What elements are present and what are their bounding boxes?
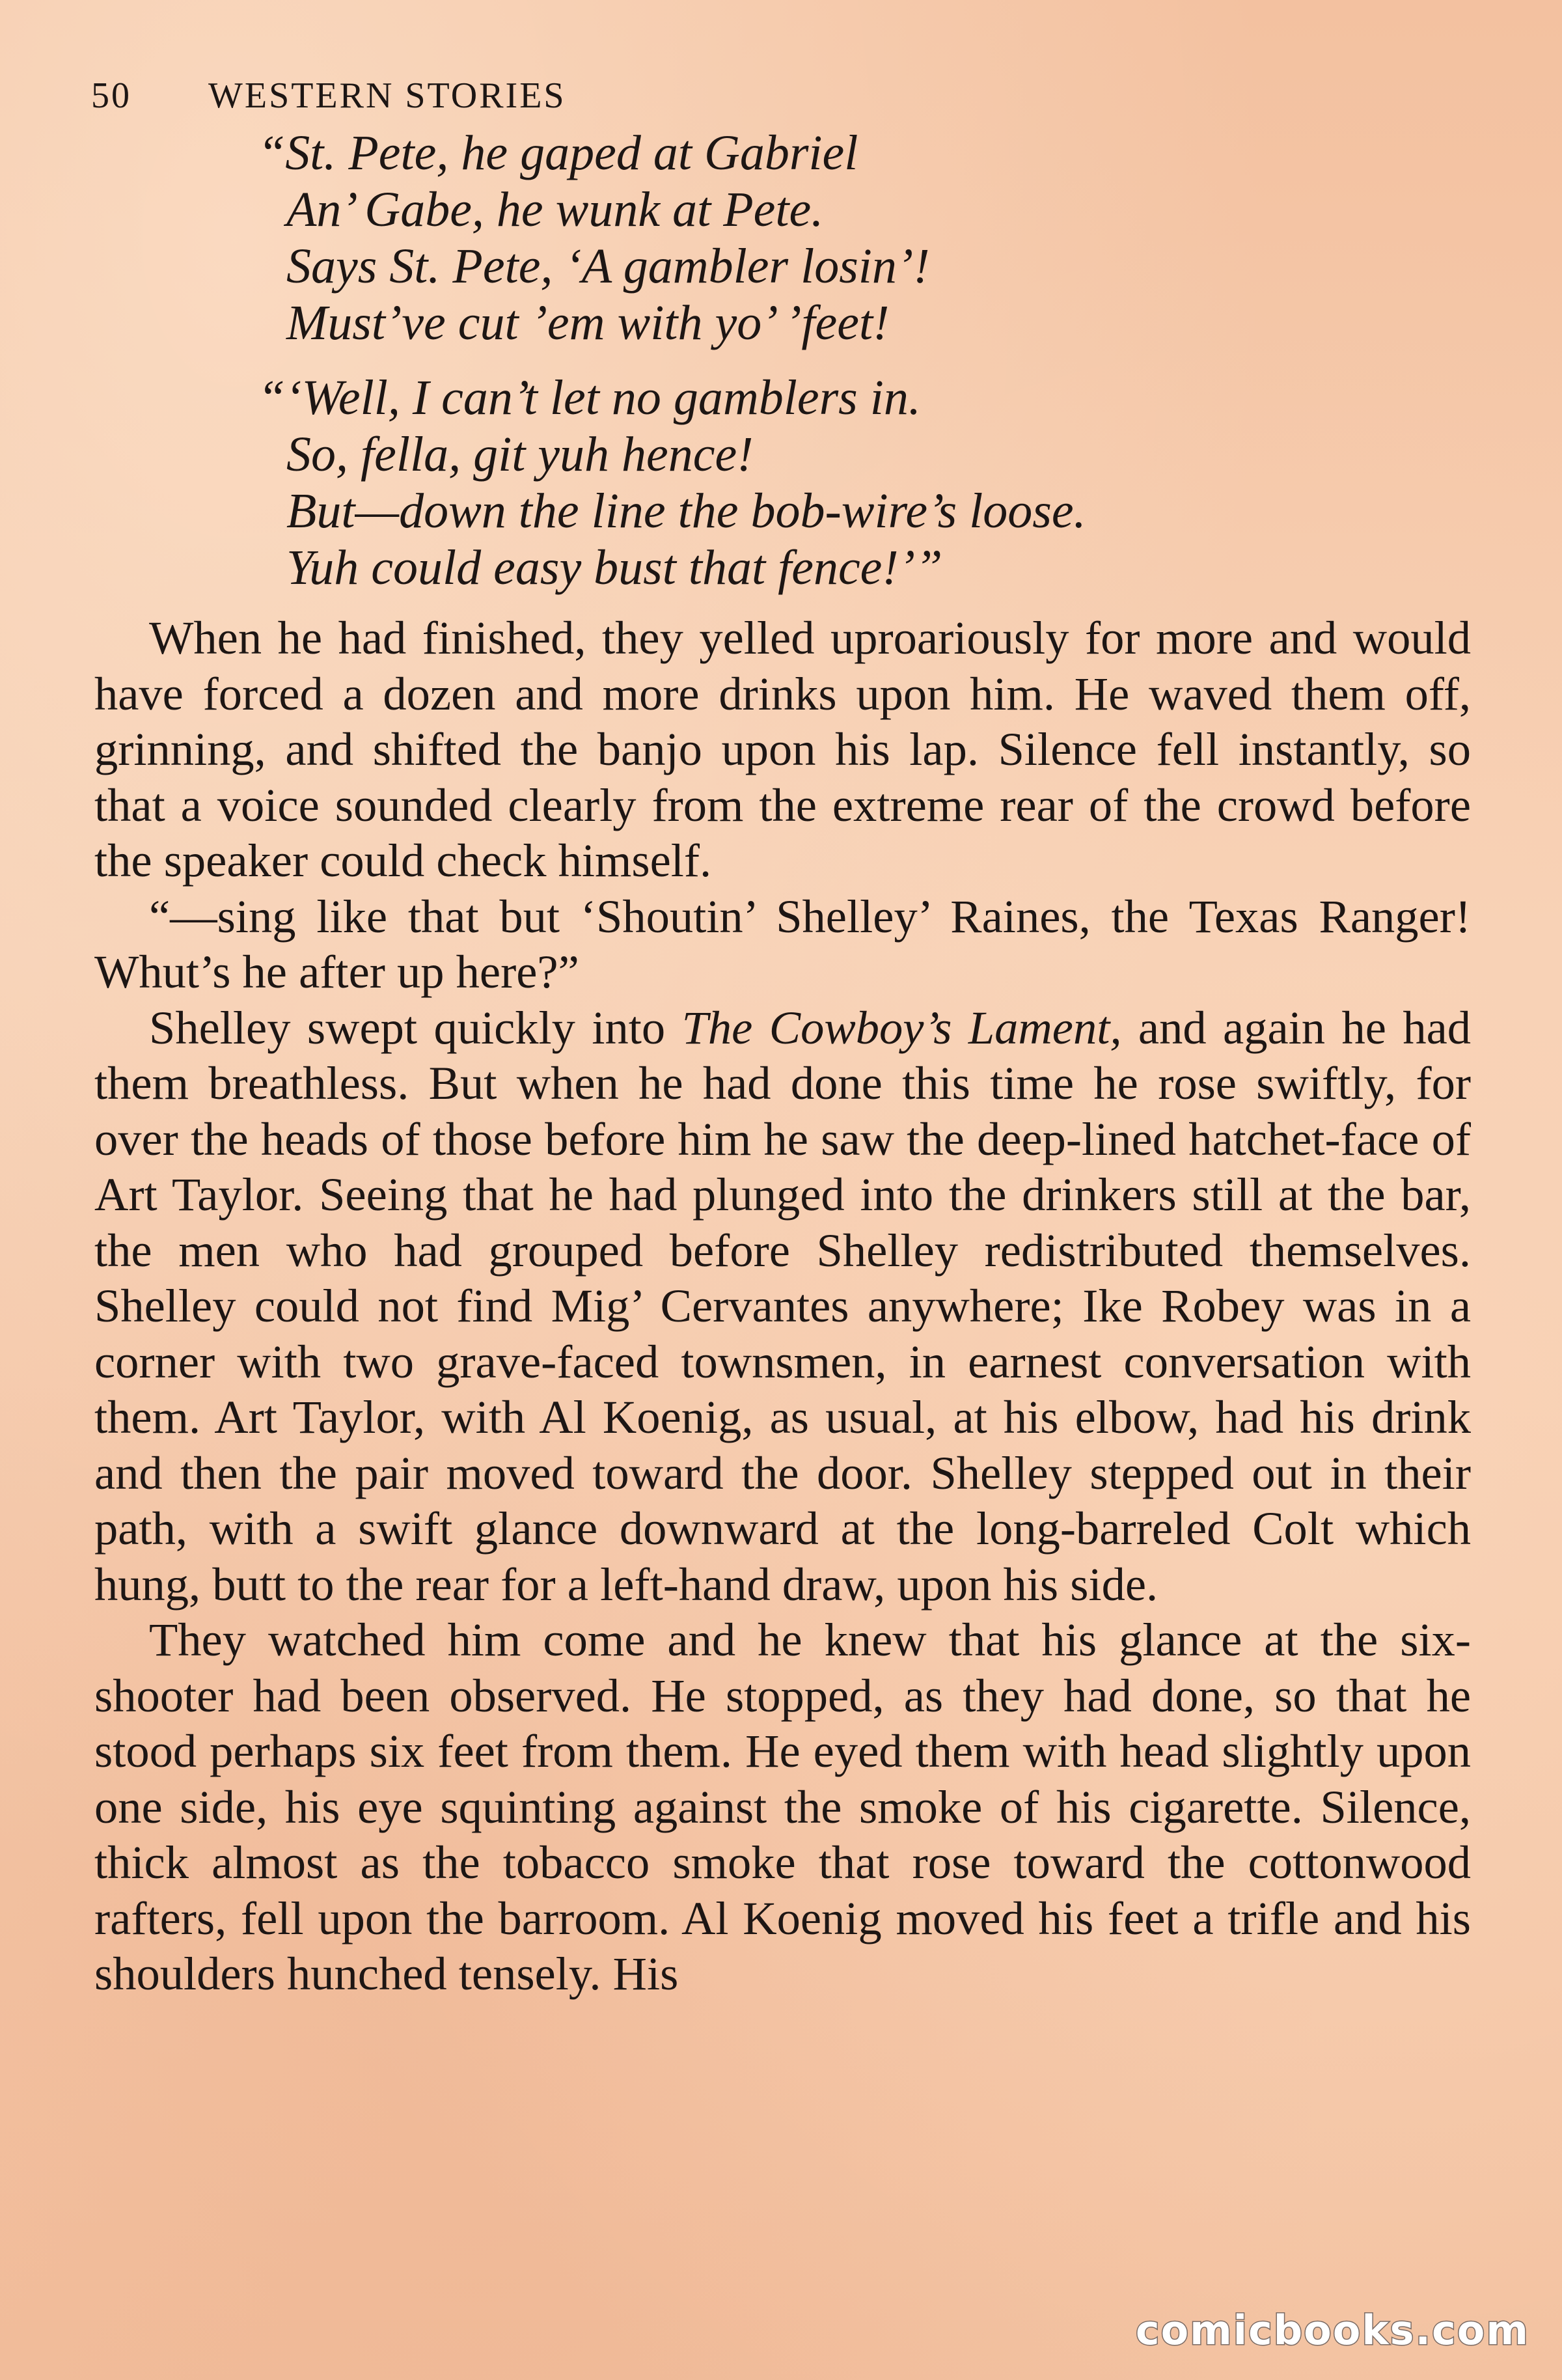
paragraph-3 <box>94 1000 1471 1612</box>
song-title: The Cowboy’s Lament, <box>681 1001 1122 1054</box>
poem-block <box>258 125 1086 596</box>
paragraph-3-lead: Shelley swept quickly into <box>149 1001 682 1054</box>
paragraph-2: “—sing like that but ‘Shoutin’ Shelley’ Raines, the Texas Ranger! Whut’s he after up here?” <box>94 889 1471 998</box>
poem-stanza-2 <box>258 370 1086 596</box>
paragraph-1: When he had finished, they yelled uproariously for more and would have forced a dozen and more drinks upon him. He waved them off, grinning, and shifted the banjo upon his lap. Silence fell instantly, so that a voice sounded clearly from the extreme rear of the crowd before the speaker could check himself. <box>94 611 1471 887</box>
prose-body <box>94 610 1471 2002</box>
poem-line: So, fella, git yuh hence! <box>286 427 754 482</box>
poem-line: “‘Well, I can’t let no gamblers in. <box>258 370 921 425</box>
running-title: WESTERN STORIES <box>208 76 566 116</box>
site-watermark: comicbooks.com <box>1135 2306 1529 2354</box>
running-head <box>91 73 566 118</box>
poem-line: Must’ve cut ’em with yo’ ’feet! <box>286 296 890 350</box>
poem-stanza-1 <box>258 125 1086 352</box>
paragraph-4: They watched him come and he knew that his glance at the six-shooter had been observed. He stopped, as they had done, so that he stood perhaps six feet from them. He eyed them with head slightly upon one side, his eye squinting against the smoke of his cigarette. Silence, thick almost as the tobacco smoke that rose toward the cottonwood rafters, fell upon the barroom. Al Koenig moved his feet a trifle and his shoulders hunched tensely. His <box>94 1613 1471 2000</box>
poem-line: An’ Gabe, he wunk at Pete. <box>286 182 824 237</box>
poem-line: “St. Pete, he gaped at Gabriel <box>258 126 858 180</box>
paragraph-3-rest: and again he had them breathless. But when he had done this time he rose swiftly, for over the heads of those before him he saw the deep-lined hatchet-face of Art Taylor. Seeing that he had plunged into the drinkers still at the bar, the men who had grouped before Shelley redistributed themselves. Shelley could not find Mig’ Cervantes anywhere; Ike Robey was in a corner with two grave-faced townsmen, in earnest conversation with them. Art Taylor, with Al Koenig, as usual, at his elbow, had his drink and then the pair moved toward the door. Shelley stepped out in their path, with a swift glance downward at the long-barreled Colt which hung, butt to the rear for a left-hand draw, upon his side. <box>94 1001 1472 1611</box>
poem-line: But—down the line the bob-wire’s loose. <box>286 484 1086 538</box>
page-number: 50 <box>91 76 131 116</box>
poem-line: Says St. Pete, ‘A gambler losin’! <box>286 239 930 294</box>
poem-line: Yuh could easy bust that fence!’” <box>286 540 943 595</box>
